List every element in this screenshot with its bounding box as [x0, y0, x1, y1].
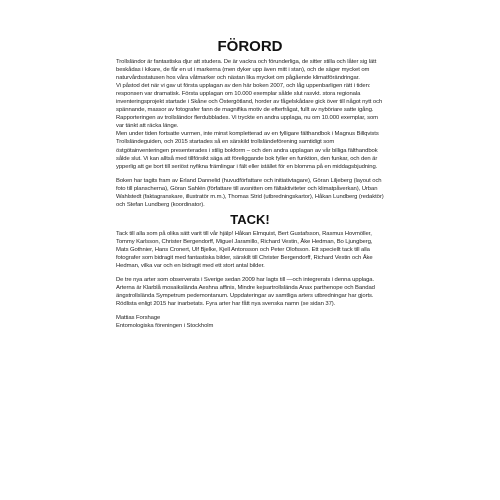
signature-organization: Entomologiska föreningen i Stockholm — [116, 323, 214, 330]
tack-paragraph-2: De tre nya arter som observerats i Sverige sedan 2009 har lagts till —och integrerats i denna upplaga. Arterna är Klarblå mosaikslända Aeshna affinis, Mindre kejsartrollslända Anax parthenope och Bandad ängstrollslända Sympetrum pedemontanum. Uppdateringar av samtliga arters utbredningar har gjorts. Rödlista enligt 2015 har inarbetats. Fyra arter har fått nya svenska namn (se sidan 37). — [116, 277, 375, 308]
signature-block — [116, 314, 384, 330]
signature-name: Mattias Forshage — [116, 315, 161, 322]
forord-paragraph-3: Men under tiden fortsatte vurmen, inte minst kompletterad av en fylligare fälthandbok i Magnus Billqvists Trollsländeguiden, och 2015 startades så en särskild trollsländeförening samtidigt som östgötainventeringen presenterades i stilig bokform – och den andra upplagan av vår billiga fälthandbok sålde slut. Vi kan alltså med tillförsikt säga att föreliggande bok fyller en funktion, den funkar, och den är ypperlig att ge bort till seriöst nyfikna främlingar i fält eller istället för en blomma på en middagsbjudning. — [116, 131, 379, 170]
tack-heading: TACK! — [230, 211, 270, 227]
tack-paragraph-1: Tack till alla som på olika sätt varit till vår hjälp! Håkan Elmquist, Bert Gustafsson, Rasmus Hovmöller, Tommy Karlsson, Christer Bergendorff, Miguel Jaramillo, Richard Vestin, Åke Hedman, Bo Ljungberg, Mats Gothnier, Hans Cronert, Ulf Bjelke, Kjell Antonsson och Peter Olofsson. Ett speciellt tack till alla fotografer som bidragit med fantastiska bilder, särskilt till Christer Bergendorff, Richard Vestin och Åke Hedman, vilka var och en bidragit med ett stort antal bilder. — [116, 230, 373, 270]
document-page — [116, 38, 384, 330]
forord-paragraph-1: Trollsländor är fantastiska djur att studera. De är vackra och förunderliga, de sitter stilla och låter sig lätt beskådas i kikare, de får en ut i markerna (men dyker upp även mitt i stan), och de säger mycket om naturvårdsstatusen hos våra våtmarker och nästan lika mycket om pågående klimatförändringar. — [116, 59, 377, 82]
forord-paragraph-credits: Boken har tagits fram av Erland Dannelid (huvudförfattare och initiativtagare), Göran Liljeberg (layout och foto till planscherna), Göran Sahlén (författare till avsnitten om fältaktiviteter och klimatpåverkan), Urban Wahlstedt (faktagranskare, illustratör m.m.), Thomas Strid (utbredningskartor), Håkan Lundberg (redaktör) och Stefan Lundberg (koordinator). — [116, 177, 384, 208]
forord-paragraph-2: Vi påstod det när vi gav ut första upplagan av den här boken 2007, och låg uppenbarligen rätt i tiden: responsen var dramatisk. Första upplagan om 10.000 exemplar sålde slut rasvkt. stora regionala inventeringsprojekt startade i Skåne och Östergötland, horder av fågelskådare gick över till något nytt och spännande, massor av fotografer fann de magnifika motiv de efterfrågat, fullt av nyböriare satte igång. Rapporteringen av trollsländor flerdubblades. Vi tryckte en andra upplaga, nu om 10.000 exemplar, som var tänkt att räcka länge. — [116, 83, 383, 130]
forord-heading: FÖRORD — [217, 38, 283, 55]
